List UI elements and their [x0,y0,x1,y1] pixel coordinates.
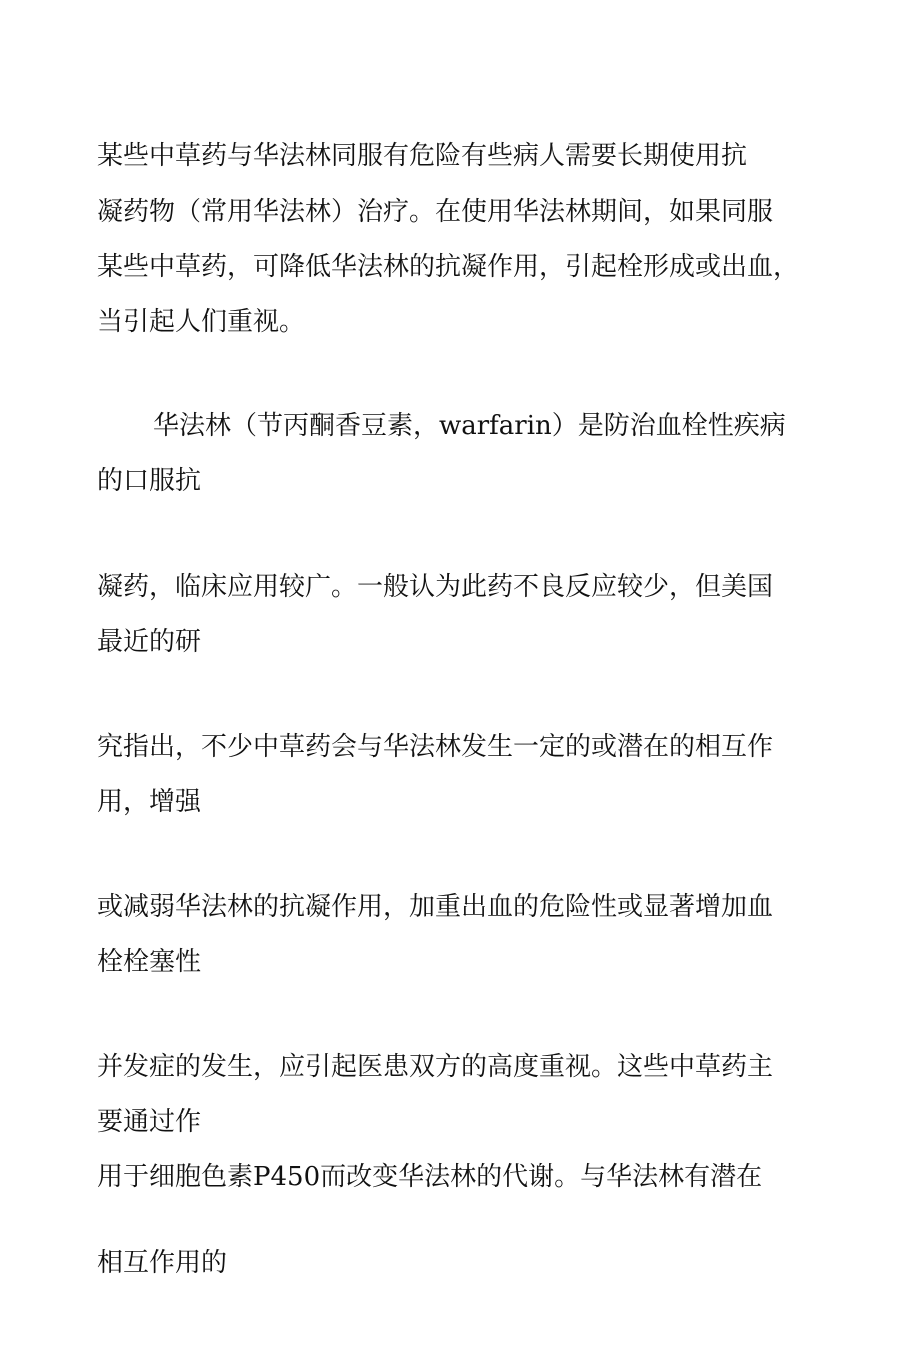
paragraph-first-line: 华法林（节丙酮香豆素，warfarin）是防治血栓性疾病 [153,411,786,441]
text-line: 或减弱华法林的抗凝作用，加重出血的危险性或显著增加血 [97,892,774,922]
text-line: 要通过作 [97,1107,202,1137]
text-line: 用，增强 [97,787,202,817]
text-line: 栓栓塞性 [97,947,202,977]
text-line: 当引起人们重视。 [97,307,306,337]
text-line: 某些中草药，可降低华法林的抗凝作用，引起栓形成或出血， [97,252,800,282]
text-line: 用于细胞色素P450而改变华法林的代谢。与华法林有潜在 [97,1162,763,1192]
text-line: 凝药物（常用华法林）治疗。在使用华法林期间，如果同服 [97,197,774,227]
text-line: 最近的研 [97,627,202,657]
text-line: 并发症的发生，应引起医患双方的高度重视。这些中草药主 [97,1052,774,1082]
text-line: 相互作用的 [97,1248,228,1278]
text-line: 某些中草药与华法林同服有危险有些病人需要长期使用抗 [97,141,748,171]
text-line: 的口服抗 [97,466,202,496]
text-line: 凝药，临床应用较广。一般认为此药不良反应较少，但美国 [97,572,774,602]
text-line: 究指出，不少中草药会与华法林发生一定的或潜在的相互作 [97,732,774,762]
